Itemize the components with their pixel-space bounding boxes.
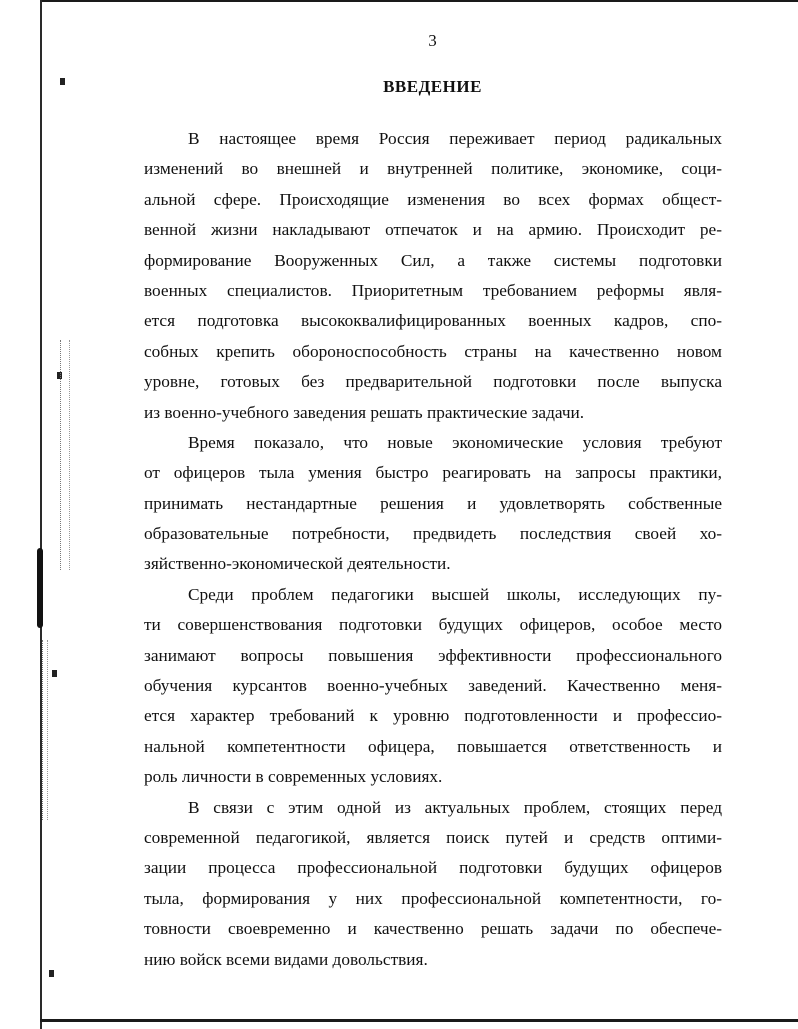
scan-border-left	[40, 0, 42, 1029]
text-line: от офицеров тыла умения быстро реагировать на запросы практики,	[144, 463, 722, 483]
scan-mark	[49, 970, 54, 977]
text-line: обучения курсантов военно-учебных заведений. Качественно меня-	[144, 676, 722, 696]
text-line: из военно-учебного заведения решать практические задачи.	[144, 402, 585, 422]
text-line: В связи с этим одной из актуальных проблем, стоящих перед	[188, 797, 722, 817]
text-line: зации процесса профессиональной подготовки будущих офицеров	[144, 858, 722, 878]
scan-noise	[60, 340, 70, 570]
text-line: изменений во внешней и внутренней политике, экономике, соци-	[144, 159, 722, 179]
text-line: формирование Вооруженных Сил, а также системы подготовки	[144, 250, 722, 270]
text-line: ти совершенствования подготовки будущих офицеров, особое место	[144, 615, 722, 635]
text-line: зяйственно-экономической деятельности.	[144, 554, 451, 574]
text-line: В настоящее время Россия переживает период радикальных	[188, 129, 722, 148]
text-line: нию войск всеми видами довольствия.	[144, 949, 428, 969]
scan-border-top	[40, 0, 798, 2]
text-line: военных специалистов. Приоритетным требованием реформы явля-	[144, 280, 722, 300]
text-line: альной сфере. Происходящие изменения во всех формах общест-	[144, 189, 722, 209]
page-title: ВВЕДЕНИЕ	[383, 77, 482, 96]
text-line: Время показало, что новые экономические условия требуют	[188, 432, 722, 452]
text-line: роль личности в современных условиях.	[144, 767, 443, 787]
text-line: товности своевременно и качественно решать задачи по обеспече-	[144, 919, 722, 939]
body-text	[144, 124, 722, 975]
text-line: занимают вопросы повышения эффективности профессионального	[144, 645, 722, 665]
page-number: 3	[428, 31, 437, 50]
text-line: Среди проблем педагогики высшей школы, исследующих пу-	[188, 584, 722, 604]
scan-noise	[42, 640, 48, 820]
text-line: нальной компетентности офицера, повышается ответственность и	[144, 736, 722, 756]
text-line: современной педагогикой, является поиск путей и средств оптими-	[144, 827, 722, 847]
text-line: ется подготовка высококвалифицированных военных кадров, спо-	[144, 311, 722, 331]
scan-mark	[52, 670, 57, 677]
text-line: образовательные потребности, предвидеть последствия своей хо-	[144, 524, 722, 544]
text-line: уровне, готовых без предварительной подготовки после выпуска	[144, 372, 722, 392]
text-line: собных крепить обороноспособность страны на качественно новом	[144, 341, 722, 361]
text-line: ется характер требований к уровню подготовленности и профессио-	[144, 706, 722, 726]
text-line: принимать нестандартные решения и удовлетворять собственные	[144, 493, 722, 513]
text-line: тыла, формирования у них профессиональной компетентности, го-	[144, 888, 722, 908]
scan-blot	[37, 548, 43, 628]
scan-border-bottom	[40, 1019, 798, 1022]
text-line: венной жизни накладывают отпечаток и на армию. Происходит ре-	[144, 220, 722, 240]
